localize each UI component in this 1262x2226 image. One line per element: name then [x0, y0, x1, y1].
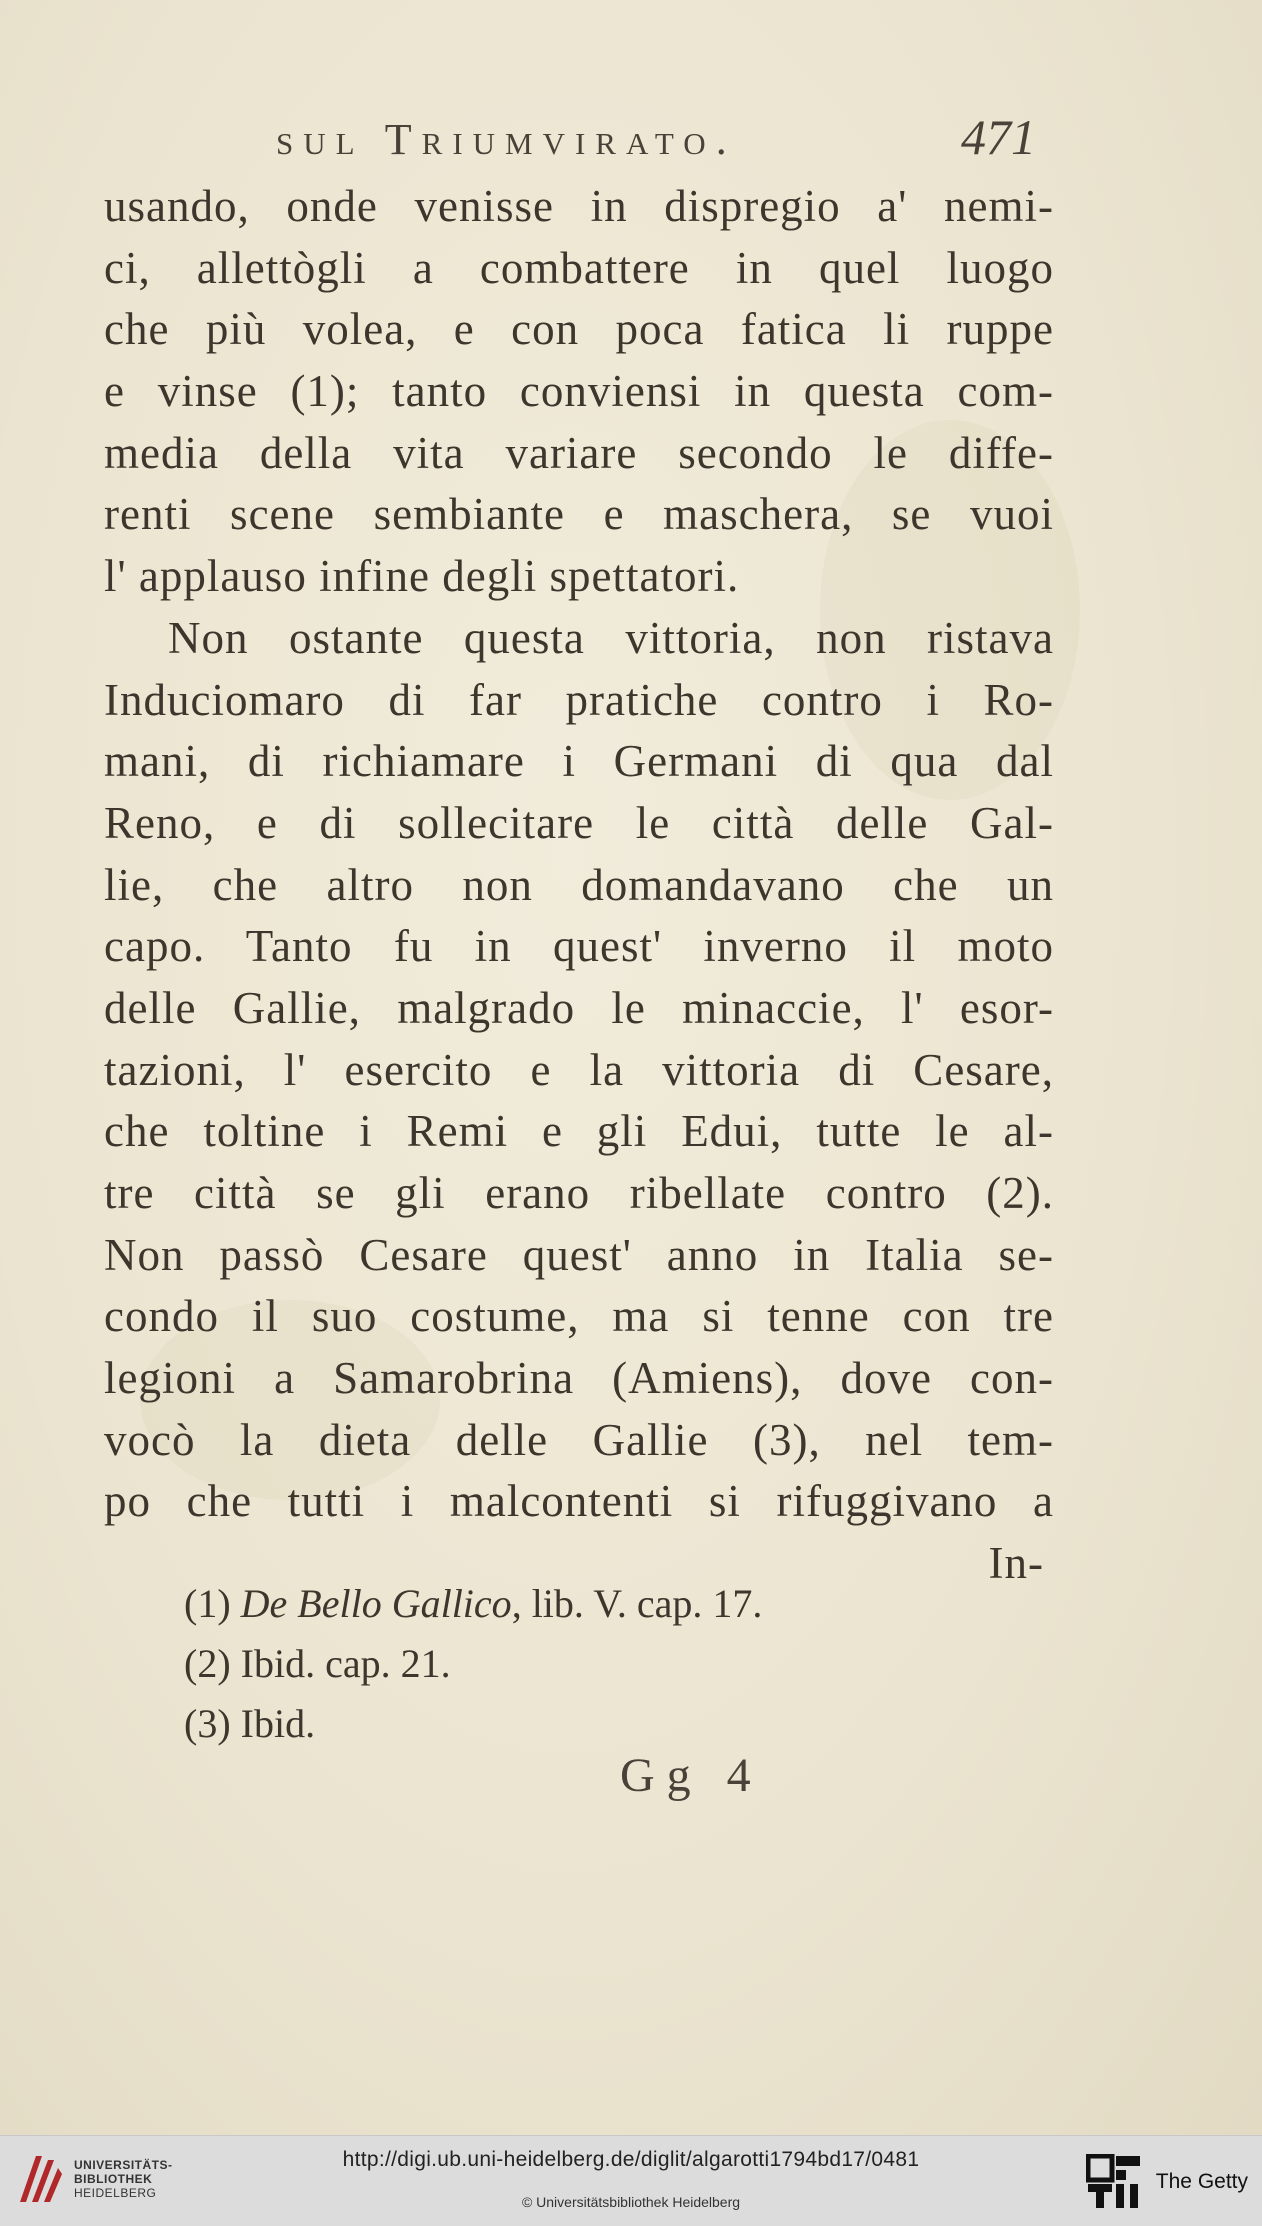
footnotes [184, 1574, 1004, 1754]
text-line: legioni a Samarobrina (Amiens), dove con- [104, 1353, 1054, 1404]
text-line: Non passò Cesare quest' anno in Italia se- [104, 1229, 1054, 1280]
text-line: vocò la dieta delle Gallie (3), nel tem- [104, 1414, 1054, 1465]
text-line: che toltine i Remi e gli Edui, tutte le al- [104, 1106, 1054, 1157]
getty-name: The Getty [1155, 2170, 1248, 2193]
text-line: e vinse (1); tanto conviensi in questa com- [104, 366, 1054, 417]
library-line-1: UNIVERSITÄTS- [74, 2158, 173, 2172]
getty-logo[interactable] [1086, 2154, 1248, 2210]
text-line: capo. Tanto fu in quest' inverno il moto [104, 921, 1054, 972]
running-title: sul Triumvirato. [276, 115, 737, 164]
text-line: l' applauso infine degli spettatori. [104, 551, 740, 602]
text-line: Reno, e di sollecitare le città delle Gal- [104, 797, 1054, 848]
footnote-3: (3) Ibid. [184, 1701, 316, 1746]
page-number: 471 [961, 109, 1036, 165]
text-line: delle Gallie, malgrado le minaccie, l' esor- [104, 982, 1054, 1033]
getty-mark-icon [1086, 2154, 1142, 2210]
footnote-1-title: De Bello Gallico [240, 1581, 512, 1626]
viewer-footer [0, 2135, 1262, 2226]
footnote-1-rest: , lib. V. cap. 17. [511, 1581, 763, 1626]
footnote-2: (2) Ibid. cap. 21. [184, 1641, 451, 1686]
permalink-url[interactable]: http://digi.ub.uni-heidelberg.de/diglit/algarotti1794bd17/0481 [342, 2148, 920, 2171]
text-line: usando, onde venisse in dispregio a' nemi- [104, 181, 1054, 231]
text-line: mani, di richiamare i Germani di qua dal [104, 736, 1054, 787]
text-line: ci, allettògli a combattere in quel luogo [104, 242, 1054, 293]
signature-mark: Gg 4 [620, 1749, 763, 1802]
running-head [276, 108, 1036, 165]
footnote-1-mark: (1) [184, 1581, 231, 1626]
text-line: tazioni, l' esercito e la vittoria di Cesare, [104, 1044, 1054, 1095]
footnote-1 [184, 1574, 1004, 1634]
library-line-2: BIBLIOTHEK [74, 2172, 153, 2186]
copyright-notice: © Universitätsbibliothek Heidelberg [521, 2194, 741, 2210]
text-line: Induciomaro di far pratiche contro i Ro- [104, 674, 1054, 725]
catchword: In- [988, 1538, 1044, 1589]
text-line: renti scene sembiante e maschera, se vuoi [104, 489, 1054, 540]
text-line: media della vita variare secondo le diffe- [104, 427, 1054, 478]
text-line: Non ostante questa vittoria, non ristava [168, 612, 1054, 663]
text-line: condo il suo costume, ma si tenne con tre [104, 1291, 1054, 1342]
text-line: che più volea, e con poca fatica li ruppe [104, 304, 1054, 355]
body-text [104, 176, 1054, 1595]
text-line: po che tutti i malcontenti si rifuggivano a [104, 1476, 1054, 1527]
text-line: tre città se gli erano ribellate contro (2). [104, 1168, 1054, 1218]
library-line-3: HEIDELBERG [74, 2186, 157, 2200]
text-line: lie, che altro non domandavano che un [104, 859, 1054, 910]
